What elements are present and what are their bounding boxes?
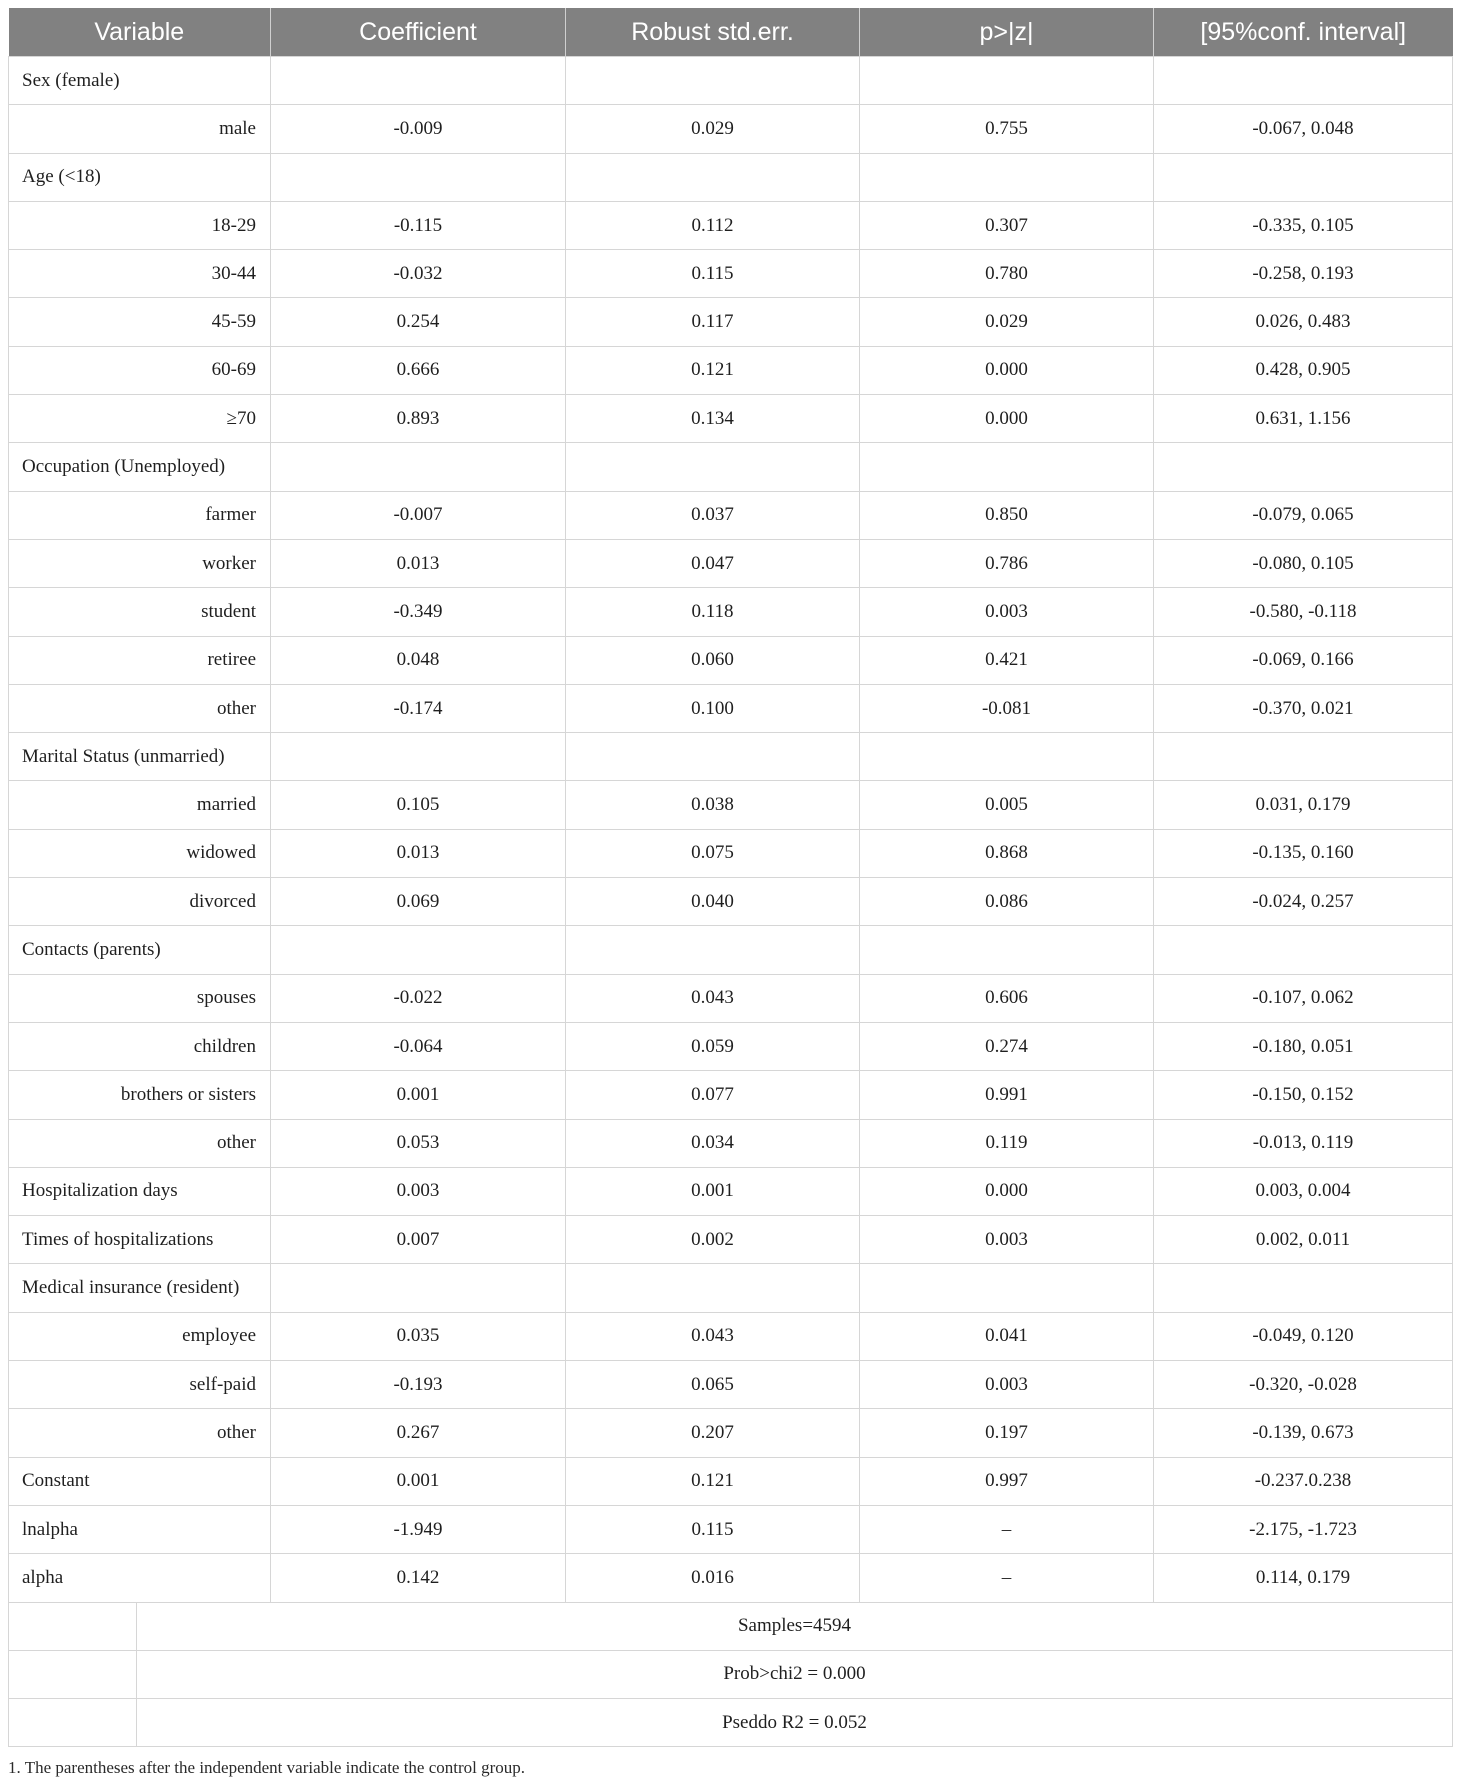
std-err-cell: 0.034 <box>566 1119 860 1167</box>
table-row <box>9 153 1453 201</box>
table-row <box>9 1312 1453 1360</box>
p-value-cell: 0.086 <box>860 878 1154 926</box>
std-err-cell: 0.121 <box>566 1457 860 1505</box>
coefficient-cell: 0.666 <box>271 346 566 394</box>
variable-cell: widowed <box>9 829 271 877</box>
conf-interval-cell: 0.031, 0.179 <box>1154 781 1453 829</box>
table-row <box>9 1022 1453 1070</box>
conf-interval-cell: -0.320, -0.028 <box>1154 1361 1453 1409</box>
coefficient-cell: -0.009 <box>271 105 566 153</box>
conf-interval-cell <box>1154 1264 1453 1312</box>
stat-value-cell: Prob>chi2 = 0.000 <box>723 1663 866 1685</box>
table-row <box>9 105 1453 153</box>
variable-cell: Marital Status (unmarried) <box>9 733 271 781</box>
coefficient-cell: -1.949 <box>271 1505 566 1553</box>
coefficient-cell: 0.001 <box>271 1457 566 1505</box>
std-err-cell: 0.115 <box>566 250 860 298</box>
table-row <box>9 1119 1453 1167</box>
table-row <box>9 1167 1453 1215</box>
std-err-cell: 0.118 <box>566 588 860 636</box>
p-value-cell: 0.780 <box>860 250 1154 298</box>
p-value-cell <box>860 1264 1154 1312</box>
table-row <box>9 1264 1453 1312</box>
stat-row <box>9 1650 1453 1698</box>
conf-interval-cell: -0.079, 0.065 <box>1154 491 1453 539</box>
conf-interval-cell: 0.003, 0.004 <box>1154 1167 1453 1215</box>
std-err-cell <box>566 443 860 491</box>
variable-cell: ≥70 <box>9 395 271 443</box>
p-value-cell: 0.005 <box>860 781 1154 829</box>
table-row <box>9 346 1453 394</box>
stat-value-cell: Pseddo R2 = 0.052 <box>722 1711 867 1733</box>
variable-cell: 60-69 <box>9 346 271 394</box>
header-robust-std-err: Robust std.err. <box>566 8 860 57</box>
coefficient-cell: 0.048 <box>271 636 566 684</box>
conf-interval-cell: -0.069, 0.166 <box>1154 636 1453 684</box>
table-row <box>9 974 1453 1022</box>
table-row <box>9 1554 1453 1602</box>
coefficient-cell: 0.069 <box>271 878 566 926</box>
coefficient-cell: 0.013 <box>271 539 566 587</box>
std-err-cell <box>566 926 860 974</box>
coefficient-cell: 0.254 <box>271 298 566 346</box>
conf-interval-cell <box>1154 926 1453 974</box>
coefficient-cell: -0.349 <box>271 588 566 636</box>
variable-cell: farmer <box>9 491 271 539</box>
conf-interval-cell: -0.013, 0.119 <box>1154 1119 1453 1167</box>
variable-cell: brothers or sisters <box>9 1071 271 1119</box>
variable-cell: Contacts (parents) <box>9 926 271 974</box>
p-value-cell: 0.000 <box>860 395 1154 443</box>
coefficient-cell: 0.035 <box>271 1312 566 1360</box>
p-value-cell <box>860 57 1154 105</box>
variable-cell: Age (<18) <box>9 153 271 201</box>
variable-cell: 45-59 <box>9 298 271 346</box>
p-value-cell: 0.003 <box>860 1216 1154 1264</box>
std-err-cell: 0.043 <box>566 1312 860 1360</box>
table-row <box>9 1216 1453 1264</box>
conf-interval-cell: -0.024, 0.257 <box>1154 878 1453 926</box>
p-value-cell: 0.003 <box>860 588 1154 636</box>
std-err-cell: 0.016 <box>566 1554 860 1602</box>
std-err-cell: 0.112 <box>566 201 860 249</box>
std-err-cell <box>566 153 860 201</box>
stat-row-inner <box>9 1603 1452 1650</box>
coefficient-cell: -0.022 <box>271 974 566 1022</box>
p-value-cell <box>860 733 1154 781</box>
p-value-cell: 0.307 <box>860 201 1154 249</box>
header-variable: Variable <box>9 8 271 57</box>
std-err-cell <box>566 733 860 781</box>
variable-cell: alpha <box>9 1554 271 1602</box>
conf-interval-cell: -0.258, 0.193 <box>1154 250 1453 298</box>
conf-interval-cell: 0.631, 1.156 <box>1154 395 1453 443</box>
conf-interval-cell: -0.135, 0.160 <box>1154 829 1453 877</box>
coefficient-cell: 0.013 <box>271 829 566 877</box>
p-value-cell: 0.119 <box>860 1119 1154 1167</box>
p-value-cell: 0.850 <box>860 491 1154 539</box>
coefficient-cell: -0.115 <box>271 201 566 249</box>
p-value-cell <box>860 153 1154 201</box>
variable-cell: Occupation (Unemployed) <box>9 443 271 491</box>
p-value-cell: 0.041 <box>860 1312 1154 1360</box>
std-err-cell: 0.002 <box>566 1216 860 1264</box>
std-err-cell: 0.060 <box>566 636 860 684</box>
stat-row <box>9 1699 1453 1747</box>
table-row <box>9 1361 1453 1409</box>
table-row <box>9 201 1453 249</box>
conf-interval-cell: -0.370, 0.021 <box>1154 684 1453 732</box>
variable-cell: other <box>9 1119 271 1167</box>
conf-interval-cell <box>1154 443 1453 491</box>
conf-interval-cell: -0.150, 0.152 <box>1154 1071 1453 1119</box>
p-value-cell <box>860 443 1154 491</box>
coefficient-cell: -0.174 <box>271 684 566 732</box>
coefficient-cell: -0.064 <box>271 1022 566 1070</box>
std-err-cell: 0.037 <box>566 491 860 539</box>
conf-interval-cell: -0.107, 0.062 <box>1154 974 1453 1022</box>
table-row <box>9 926 1453 974</box>
table-row <box>9 1457 1453 1505</box>
table-row <box>9 298 1453 346</box>
regression-table <box>8 8 1453 1747</box>
conf-interval-cell <box>1154 57 1453 105</box>
coefficient-cell: -0.032 <box>271 250 566 298</box>
std-err-cell: 0.029 <box>566 105 860 153</box>
p-value-cell: 0.421 <box>860 636 1154 684</box>
coefficient-cell <box>271 926 566 974</box>
stat-row-inner <box>9 1699 1452 1746</box>
header-conf-interval: [95%conf. interval] <box>1154 8 1453 57</box>
std-err-cell: 0.001 <box>566 1167 860 1215</box>
table-row <box>9 829 1453 877</box>
table-header <box>9 8 1453 57</box>
variable-cell: Sex (female) <box>9 57 271 105</box>
variable-cell: married <box>9 781 271 829</box>
variable-cell: Hospitalization days <box>9 1167 271 1215</box>
std-err-cell: 0.047 <box>566 539 860 587</box>
std-err-cell: 0.077 <box>566 1071 860 1119</box>
variable-cell: children <box>9 1022 271 1070</box>
variable-cell: other <box>9 1409 271 1457</box>
table-row <box>9 684 1453 732</box>
variable-cell: lnalpha <box>9 1505 271 1553</box>
variable-cell: retiree <box>9 636 271 684</box>
table-row <box>9 395 1453 443</box>
variable-cell: male <box>9 105 271 153</box>
conf-interval-cell: -0.335, 0.105 <box>1154 201 1453 249</box>
conf-interval-cell: -0.080, 0.105 <box>1154 539 1453 587</box>
table-row <box>9 588 1453 636</box>
stat-spacer-cell <box>9 1699 137 1746</box>
p-value-cell <box>860 926 1154 974</box>
coefficient-cell: 0.142 <box>271 1554 566 1602</box>
conf-interval-cell: -0.580, -0.118 <box>1154 588 1453 636</box>
conf-interval-cell <box>1154 153 1453 201</box>
regression-table-container <box>8 8 1452 1747</box>
conf-interval-cell: -0.049, 0.120 <box>1154 1312 1453 1360</box>
conf-interval-cell: 0.114, 0.179 <box>1154 1554 1453 1602</box>
std-err-cell: 0.117 <box>566 298 860 346</box>
std-err-cell: 0.075 <box>566 829 860 877</box>
table-row <box>9 443 1453 491</box>
variable-cell: spouses <box>9 974 271 1022</box>
table-row <box>9 636 1453 684</box>
p-value-cell: 0.274 <box>860 1022 1154 1070</box>
coefficient-cell: -0.007 <box>271 491 566 539</box>
variable-cell: 30-44 <box>9 250 271 298</box>
std-err-cell: 0.040 <box>566 878 860 926</box>
coefficient-cell <box>271 733 566 781</box>
header-row <box>9 8 1453 57</box>
std-err-cell: 0.038 <box>566 781 860 829</box>
conf-interval-cell: -0.237.0.238 <box>1154 1457 1453 1505</box>
table-row <box>9 491 1453 539</box>
coefficient-cell <box>271 1264 566 1312</box>
std-err-cell: 0.121 <box>566 346 860 394</box>
p-value-cell: 0.606 <box>860 974 1154 1022</box>
stat-value-cell: Samples=4594 <box>737 1615 852 1637</box>
p-value-cell: – <box>860 1554 1154 1602</box>
std-err-cell <box>566 1264 860 1312</box>
table-footnote: 1. The parentheses after the independent variable indicate the control group. <box>8 1758 526 1777</box>
table-row <box>9 1409 1453 1457</box>
std-err-cell: 0.065 <box>566 1361 860 1409</box>
p-value-cell: 0.197 <box>860 1409 1154 1457</box>
table-row <box>9 1071 1453 1119</box>
conf-interval-cell: 0.026, 0.483 <box>1154 298 1453 346</box>
std-err-cell <box>566 57 860 105</box>
stat-spacer-cell <box>9 1651 137 1698</box>
std-err-cell: 0.100 <box>566 684 860 732</box>
variable-cell: Times of hospitalizations <box>9 1216 271 1264</box>
stat-row-inner <box>9 1651 1452 1698</box>
table-row <box>9 1505 1453 1553</box>
coefficient-cell: 0.105 <box>271 781 566 829</box>
coefficient-cell: 0.001 <box>271 1071 566 1119</box>
header-p-value: p>|z| <box>860 8 1154 57</box>
variable-cell: student <box>9 588 271 636</box>
p-value-cell: 0.997 <box>860 1457 1154 1505</box>
stat-row-cell <box>9 1602 1453 1650</box>
variable-cell: other <box>9 684 271 732</box>
stat-row-cell <box>9 1699 1453 1747</box>
coefficient-cell <box>271 153 566 201</box>
stat-row <box>9 1602 1453 1650</box>
table-row <box>9 539 1453 587</box>
stat-spacer-cell <box>9 1603 137 1650</box>
table-row <box>9 733 1453 781</box>
variable-cell: divorced <box>9 878 271 926</box>
p-value-cell: 0.786 <box>860 539 1154 587</box>
conf-interval-cell <box>1154 733 1453 781</box>
variable-cell: 18-29 <box>9 201 271 249</box>
p-value-cell: 0.868 <box>860 829 1154 877</box>
conf-interval-cell: -0.067, 0.048 <box>1154 105 1453 153</box>
p-value-cell: 0.003 <box>860 1361 1154 1409</box>
coefficient-cell: 0.053 <box>271 1119 566 1167</box>
p-value-cell: 0.755 <box>860 105 1154 153</box>
p-value-cell: 0.029 <box>860 298 1154 346</box>
variable-cell: self-paid <box>9 1361 271 1409</box>
p-value-cell: 0.000 <box>860 346 1154 394</box>
conf-interval-cell: 0.002, 0.011 <box>1154 1216 1453 1264</box>
table-body <box>9 57 1453 1747</box>
variable-cell: Medical insurance (resident) <box>9 1264 271 1312</box>
variable-cell: worker <box>9 539 271 587</box>
header-coefficient: Coefficient <box>271 8 566 57</box>
table-row <box>9 878 1453 926</box>
conf-interval-cell: -0.139, 0.673 <box>1154 1409 1453 1457</box>
std-err-cell: 0.059 <box>566 1022 860 1070</box>
table-row <box>9 250 1453 298</box>
std-err-cell: 0.043 <box>566 974 860 1022</box>
std-err-cell: 0.115 <box>566 1505 860 1553</box>
coefficient-cell: 0.007 <box>271 1216 566 1264</box>
conf-interval-cell: 0.428, 0.905 <box>1154 346 1453 394</box>
conf-interval-cell: -0.180, 0.051 <box>1154 1022 1453 1070</box>
variable-cell: Constant <box>9 1457 271 1505</box>
coefficient-cell <box>271 443 566 491</box>
coefficient-cell: -0.193 <box>271 1361 566 1409</box>
conf-interval-cell: -2.175, -1.723 <box>1154 1505 1453 1553</box>
stat-row-cell <box>9 1650 1453 1698</box>
p-value-cell: -0.081 <box>860 684 1154 732</box>
coefficient-cell: 0.003 <box>271 1167 566 1215</box>
p-value-cell: 0.991 <box>860 1071 1154 1119</box>
std-err-cell: 0.134 <box>566 395 860 443</box>
variable-cell: employee <box>9 1312 271 1360</box>
coefficient-cell: 0.267 <box>271 1409 566 1457</box>
p-value-cell: 0.000 <box>860 1167 1154 1215</box>
coefficient-cell: 0.893 <box>271 395 566 443</box>
std-err-cell: 0.207 <box>566 1409 860 1457</box>
table-row <box>9 57 1453 105</box>
table-row <box>9 781 1453 829</box>
coefficient-cell <box>271 57 566 105</box>
p-value-cell: – <box>860 1505 1154 1553</box>
